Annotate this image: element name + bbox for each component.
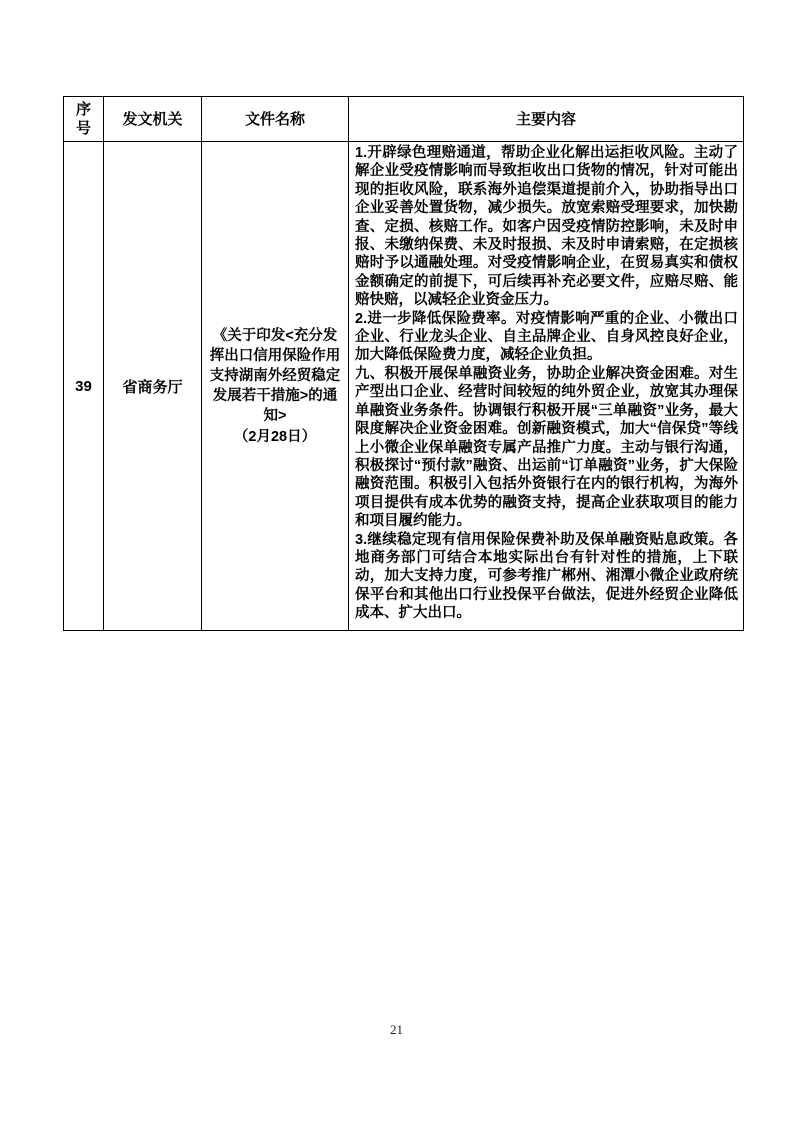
content-paragraph: 1.开辟绿色理赔通道，帮助企业化解出运拒收风险。主动了解企业受疫情影响而导致拒收出口货物的情况，针对可能出现的拒收风险，联系海外追偿渠道提前介入，协助指导出口企业妥善处置货物，减少损失。放宽索赔受理要求，加快勘查、定损、核赔工作。如客户因受疫情防控影响，未及时申报、未缴纳保费、未及时报损、未及时申请索赔，在定损核赔时予以通融处理。对受疫情影响企业，在贸易真实和债权金额确定的前提下，可后续再补充必要文件，应赔尽赔、能赔快赔，以减轻企业资金压力。 [355, 145, 738, 309]
document-date-text: （2月28日） [233, 428, 317, 445]
cell-serial-number: 39 [64, 142, 104, 631]
cell-issuing-agency: 省商务厅 [104, 142, 202, 631]
header-main-content-label: 主要内容 [515, 110, 576, 128]
table-row [64, 142, 744, 631]
header-document-name-label: 文件名称 [244, 110, 305, 128]
header-serial-number-label: 序号 [75, 101, 91, 137]
header-main-content [349, 97, 744, 142]
cell-main-content [349, 142, 744, 631]
header-document-name [202, 97, 349, 142]
document-title-text: 《关于印发<充分发挥出口信用保险作用 支持湖南外经贸稳定发展若干措施>的通知> [209, 327, 341, 424]
cell-document-name [202, 142, 349, 631]
header-serial-number [64, 97, 104, 142]
header-issuing-agency-label: 发文机关 [122, 110, 183, 128]
content-paragraph: 2.进一步降低保险费率。对疫情影响严重的企业、小微出口企业、行业龙头企业、自主品牌企业、自身风控良好企业，加大降低保险费力度，减轻企业负担。 [355, 310, 738, 364]
policy-document-table [63, 96, 744, 631]
table-header-row [64, 97, 744, 142]
header-issuing-agency [104, 97, 202, 142]
page-number: 21 [390, 1022, 403, 1037]
content-paragraph: 3.继续稳定现有信用保险保费补助及保单融资贴息政策。各地商务部门可结合本地实际出台有针对性的措施，上下联动，加大支持力度，可参考推广郴州、湘潭小微企业政府统保平台和其他出口行业投保平台做法，促进外经贸企业降低成本、扩大出口。 [355, 531, 738, 622]
content-paragraph: 九、积极开展保单融资业务，协助企业解决资金困难。对生产型出口企业、经营时间较短的纯外贸企业，放宽其办理保单融资业务条件。协调银行积极开展“三单融资”业务，最大限度解决企业资金困难。创新融资模式，加大“信保贷”等线上小微企业保单融资专属产品推广力度。主动与银行沟通，积极探讨“预付款”融资、出运前“订单融资”业务，扩大保险融资范围。积极引入包括外资银行在内的银行机构，为海外项目提供有成本优势的融资支持，提高企业获取项目的能力和项目履约能力。 [355, 365, 738, 530]
